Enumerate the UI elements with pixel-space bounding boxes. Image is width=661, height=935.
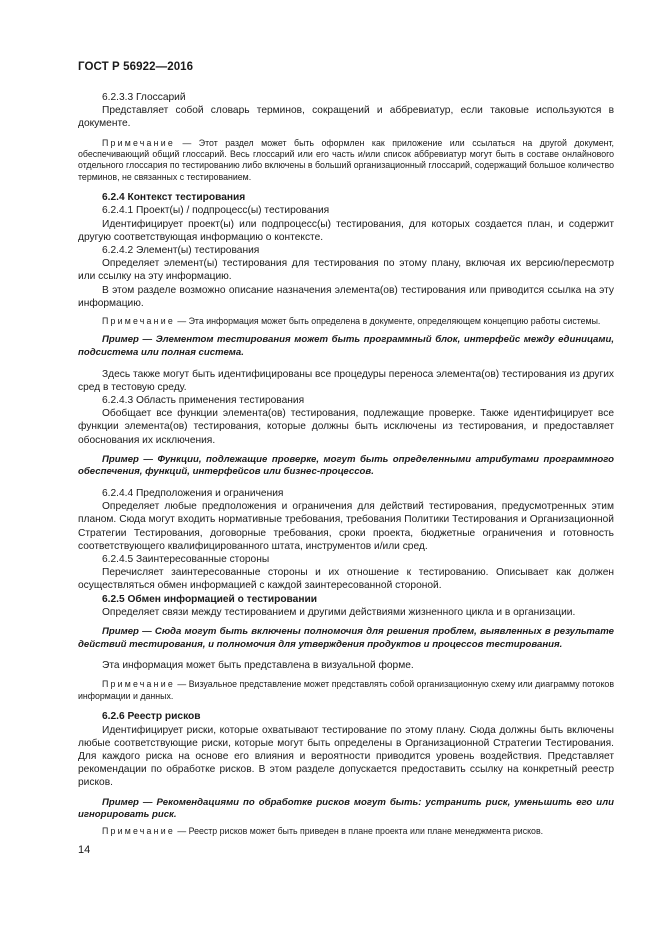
note-text: — Визуальное представление может представлять собой организационную схему или диаграмму потоков информации и данных. [78, 679, 614, 701]
note-text: — Эта информация может быть определена в документе, определяющем концепцию работы системы. [174, 316, 601, 327]
note-text: — Реестр рисков может быть приведен в плане проекта или плане менеджмента рисков. [174, 825, 544, 836]
paragraph: Здесь также могут быть идентифицированы все процедуры переноса элемента(ов) тестирования из других сред в тестовую среду. [78, 368, 614, 393]
note [78, 679, 614, 702]
example: Пример — Функции, подлежащие проверке, могут быть определенными атрибутами программного обеспечения, функций, интерфейсов или бизнес-процессов. [78, 453, 614, 478]
subsection-title: 6.2.4.2 Элемент(ы) тестирования [102, 245, 260, 257]
paragraph: Идентифицирует риски, которые охватывают тестирование по этому плану. Сюда должны быть включены любые соответствующие риски, которые могут быть определены в Организационной Стратегии Тестирования. Для каждого риска на основе его влияния и вероятности приводится уровень воздействия. Представляет рекомендации по обработке рисков. В этом разделе допускается предоставить ссылку на конкретный реестр рисков. [78, 724, 614, 789]
note-label: Примечание [102, 825, 175, 836]
subsection-title: 6.2.4.3 Область применения тестирования [102, 395, 305, 407]
subsection-title: 6.2.4.5 Заинтересованные стороны [102, 554, 270, 566]
paragraph: Идентифицирует проект(ы) или подпроцесс(ы) тестирования, для которых создается план, и содержит другую соответствующая информацию о контексте. [78, 218, 614, 243]
note-label: Примечание [102, 679, 175, 690]
section-heading-6-2-4: 6.2.4 Контекст тестирования [102, 192, 246, 204]
paragraph: Определяет элемент(ы) тестирования для тестирования по этому плану, включая их версию/пересмотр или ссылку на эту информацию. [78, 258, 614, 283]
paragraph: Определяет любые предположения и ограничения для действий тестирования, предусмотренных этим планом. Сюда могут входить нормативные требования, требования Политики Тестирования и Организационной Стратегии Тестирования, договорные требования, сроки проекта, бюджетные ограничения и готовность соответствующего квалифицированного штата, инструментов и/или сред. [78, 501, 614, 552]
example: Пример — Рекомендациями по обработке рисков могут быть: устранить риск, уменьшить его или игнорировать риск. [78, 796, 614, 821]
section-heading-6-2-6: 6.2.6 Реестр рисков [102, 711, 201, 723]
subsection-title: 6.2.4.4 Предположения и ограничения [102, 488, 284, 500]
note-label: Примечание [102, 316, 175, 327]
note-text: — Этот раздел может быть оформлен как приложение или ссылаться на другой документ, обеспечивающий общий глоссарий. Весь глоссарий или его часть и/или список аббревиатур могут быть в составе онлайнового отдельного глоссария по тестированию либо включены в больший организационный глоссарий, содержащий большое количество терминов, не связанных с тестированием. [78, 137, 615, 182]
subsection-title: 6.2.4.1 Проект(ы) / подпроцесс(ы) тестирования [102, 205, 330, 217]
section-heading-6-2-5: 6.2.5 Обмен информацией о тестировании [102, 593, 318, 605]
note-label: Примечание [102, 137, 175, 148]
paragraph: В этом разделе возможно описание назначения элемента(ов) тестирования или приводится ссылка на эту информацию. [78, 284, 614, 309]
subsection-title-glossary: 6.2.3.3 Глоссарий [102, 92, 186, 103]
paragraph: Эта информация может быть представлена в визуальной форме. [102, 660, 414, 672]
paragraph: Перечисляет заинтересованные стороны и их отношение к тестированию. Описывает как должен осуществляться обмен информацией с каждой заинтересованной стороной. [78, 567, 614, 592]
paragraph: Обобщает все функции элемента(ов) тестирования, подлежащие проверке. Также идентифицирует все функции элемента(ов) тестирования, которые должны быть исключены из тестирования, и предоставляет обоснования их исключения. [78, 408, 614, 446]
note [78, 138, 614, 184]
paragraph: Определяет связи между тестированием и другими действиями жизненного цикла и в организации. [102, 606, 576, 618]
note [78, 316, 614, 327]
example: Пример — Элементом тестирования может быть программный блок, интерфейс между единицами, подсистема или полная система. [78, 334, 614, 359]
example: Пример — Сюда могут быть включены полномочия для решения проблем, выявленных в результате действий тестирования, и полномочия для утверждения продуктов и процессов тестирования. [78, 626, 614, 650]
note [78, 826, 614, 837]
document-body [78, 91, 614, 837]
page-number: 14 [78, 844, 91, 856]
document-header: ГОСТ Р 56922—2016 [78, 61, 194, 73]
paragraph: Представляет собой словарь терминов, сокращений и аббревиатур, если таковые используются в документе. [78, 105, 614, 130]
